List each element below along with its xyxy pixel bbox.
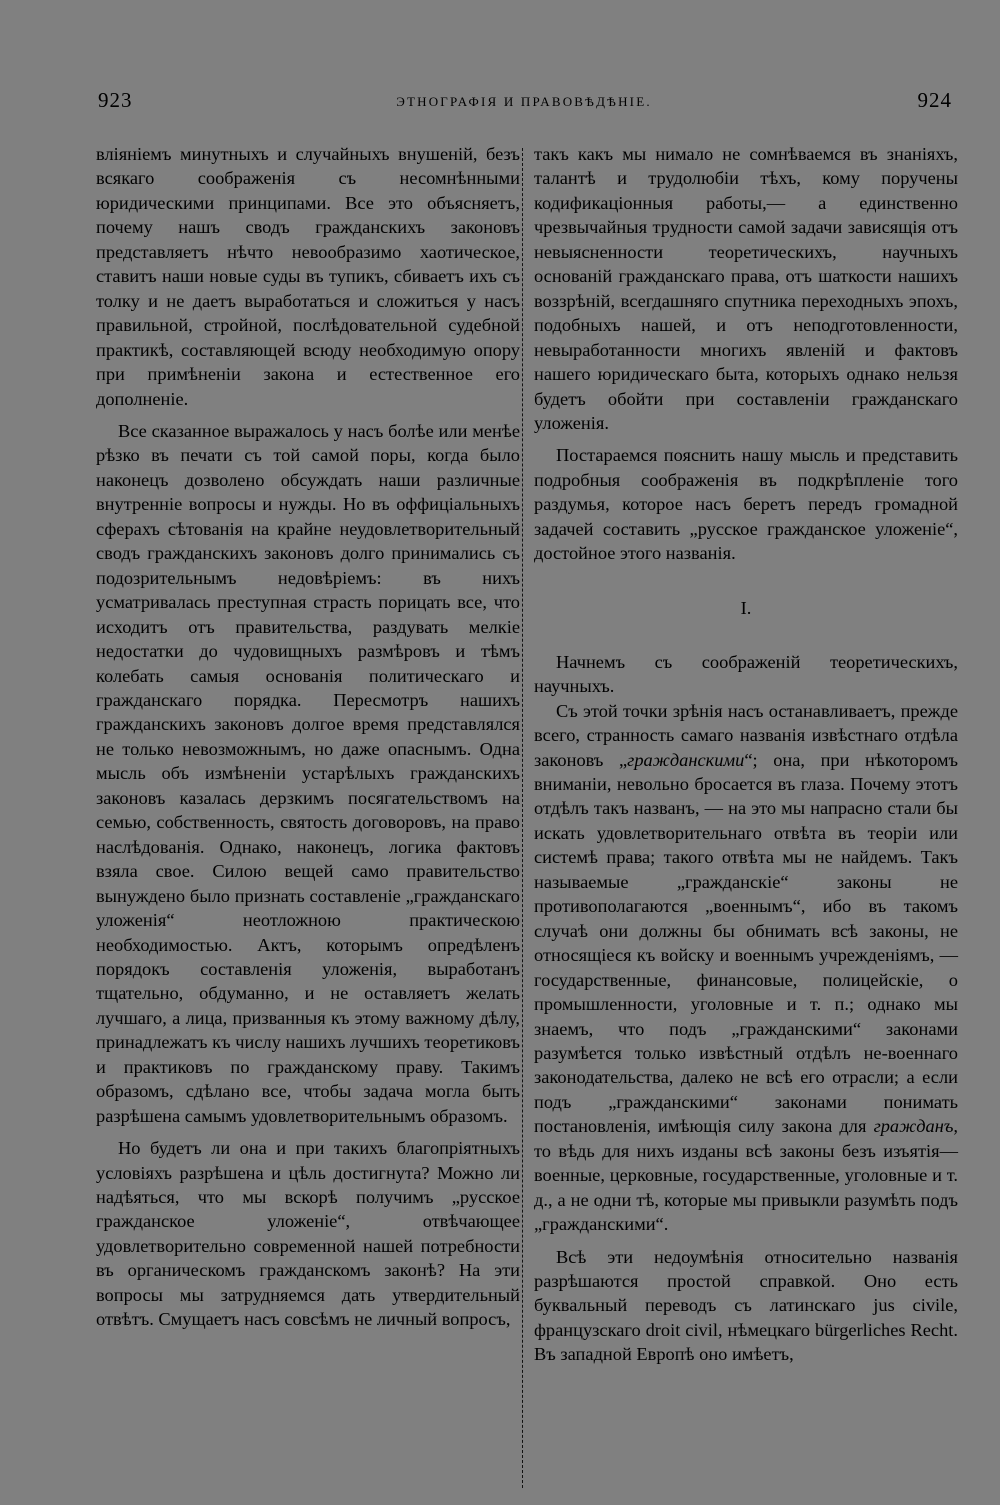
italic-term: гражданъ, (873, 1116, 958, 1137)
italic-term: гражданскими (627, 749, 745, 770)
paragraph: Всѣ эти недоумѣнія относительно названія разрѣшаются простой справкой. Оно есть буквальный переводъ съ латинскаго jus civile, французскаго droit civil, нѣмецкаго bürgerliches Recht. Въ западной Европѣ оно имѣетъ, (534, 1246, 958, 1365)
text-run: “; она, при нѣкоторомъ вниманіи, невольно бросается въ глаза. Почему этотъ отдѣлъ такъ названъ, — на это мы напрасно стали бы искать удовлетворительнаго отвѣта въ теоріи или системѣ права; такого отвѣта мы не найдемъ. Такъ называемые „гражданскіе“ законы не противополагаются „военнымъ“, ибо въ такомъ случаѣ они должны бы обнимать всѣ законы, не относящіеся къ войску и военнымъ учрежденіямъ, — государственные, финансовые, полицейскіе, о промышленности, уголовные и т. п.; однако мы знаемъ, что подъ „гражданскими“ законами разумѣется только извѣстный отдѣлъ не-военнаго законодательства, далеко не всѣ его отрасли; а если подъ „гражданскими“ законами понимать постановленія, имѣющія силу закона для (534, 749, 959, 1137)
running-title: ЭТНОГРАФІЯ И ПРАВОВѢДѢНІЕ. (396, 94, 652, 109)
section-heading: I. (740, 597, 752, 618)
paragraph: вліяніемъ минутныхъ и случайныхъ внушеній, безъ всякаго соображенія съ несомнѣнными юридическими принципами. Все это объясняетъ, почему нашъ сводъ гражданскихъ законовъ представляетъ нѣчто невообразимо хаотическое, ставитъ наши новые суды въ тупикъ, сбиваетъ ихъ съ толку и не даетъ выработаться и сложиться у насъ правильной, стройной, послѣдовательной судебной практикѣ, составляющей всюду необходимую опору при примѣненіи закона и естественное его дополненіе. (96, 144, 520, 409)
paragraph: Начнемъ съ соображеній теоретическихъ, научныхъ. (534, 651, 958, 697)
page-number-right: 924 (917, 88, 952, 112)
page-header (96, 88, 952, 118)
page-number-left: 923 (98, 88, 133, 112)
paragraph (534, 699, 958, 1237)
paragraph: Постараемся пояснить нашу мысль и представить подробныя соображенія въ подкрѣпленіе того раздумья, которое насъ беретъ передъ громадной задачей составить „русское гражданское уложеніе“, достойное этого названія. (534, 445, 958, 564)
column-divider (522, 148, 524, 1488)
text-run: то вѣдь для нихъ изданы всѣ законы безъ изъятія—военные, церковные, государственные, уголовные и т. д., а не одни тѣ, которые мы привыкли разумѣть подъ „гражданскими“. (534, 1140, 958, 1235)
paragraph: Но будетъ ли она и при такихъ благопріятныхъ условіяхъ разрѣшена и цѣль достигнута? Можно ли надѣяться, что мы вскорѣ получимъ „русское гражданское уложеніе“, отвѣчающее удовлетворительно современной нашей потребности въ органическомъ гражданскомъ законѣ? На эти вопросы мы затрудняемся дать утвердительный отвѣтъ. Смущаетъ насъ совсѣмъ не личный вопросъ, (96, 1138, 520, 1330)
right-column (534, 142, 958, 1367)
paragraph: такъ какъ мы нимало не сомнѣваемся въ знаніяхъ, талантѣ и трудолюбіи тѣхъ, кому поручены кодификаціонныя работы,— а единственно чрезвычайныя трудности самой задачи зависящія отъ невыясненности теоретическихъ, научныхъ основаній гражданскаго права, отъ шаткости нашихъ воззрѣній, всегдашняго спутника переходныхъ эпохъ, подобныхъ нашей, и отъ неподготовленности, невыработанности многихъ явленій и фактовъ нашего юридическаго быта, которыхъ однако нельзя будетъ обойти при составленіи гражданскаго уложенія. (534, 144, 958, 433)
left-column (96, 142, 520, 1332)
text-run: Съ этой точки зрѣнія насъ останавливаетъ, прежде всего, странность самаго названія извѣстнаго отдѣла законовъ „ (534, 700, 958, 770)
paragraph: Все сказанное выражалось у насъ болѣе или менѣе рѣзко въ печати съ той самой поры, когда было наконецъ дозволено обсуждать наши различные внутренніе вопросы и нужды. Но въ оффиціальныхъ сферахъ сѣтованія на крайне неудовлетворительный сводъ гражданскихъ законовъ долго принимались съ подозрительнымъ недовѣріемъ: въ нихъ усматривалась преступная страсть порицать все, что исходитъ отъ правительства, раздувать мелкіе недостатки до чудовищныхъ размѣровъ и тѣмъ колебать самыя основанія политическаго и гражданскаго порядка. Пересмотръ нашихъ гражданскихъ законовъ долгое время представлялся не только невозможнымъ, но даже опаснымъ. Одна мысль объ измѣненіи устарѣлыхъ гражданскихъ законовъ казалась дерзкимъ посягательствомъ на семью, собственность, святость договоровъ, на право наслѣдованія. Однако, наконецъ, логика фактовъ взяла свое. Силою вещей само правительство вынуждено было признать составленіе „гражданскаго уложенія“ неотложною практическою необходимостью. Актъ, которымъ опредѣленъ порядокъ составленія уложенія, выработанъ тщательно, обдуманно, и не оставляетъ желать лучшаго, а лица, призванныя къ этому важному дѣлу, принадлежатъ къ числу нашихъ лучшихъ теоретиковъ и практиковъ по гражданскому праву. Такимъ образомъ, сдѣлано все, чтобы задача могла быть разрѣшена самымъ удовлетворительнымъ образомъ. (96, 420, 520, 1126)
